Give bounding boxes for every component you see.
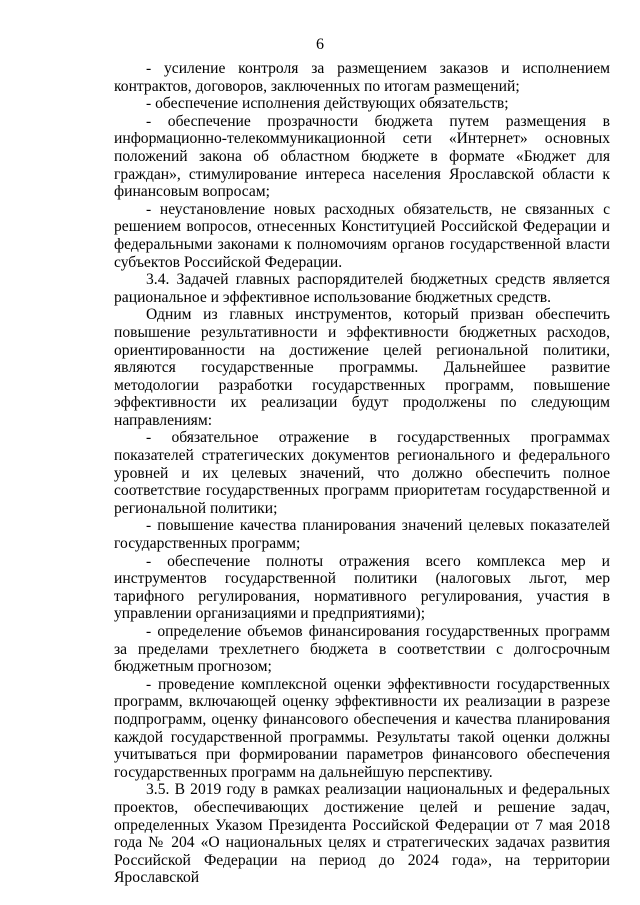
list-item-obligations: - обеспечение исполнения действующих обязательств; [146, 95, 509, 113]
paragraph-section-3-4: 3.4. Задачей главных распорядителей бюджетных средств является рациональное и эффективное использование бюджетных средств. [114, 271, 610, 306]
paragraph-state-programs: Одним из главных инструментов, который призван обеспечить повышение результативности и эффективности бюджетных расходов, ориентированности на достижение целей региональной политики, являются государственные программы. Дальнейшее развитие методологии разработки государственных программ, повышение эффективности их реализации будут продолжены по следующим направлениям: [114, 306, 610, 429]
list-item-financing-volumes: - определение объемов финансирования государственных программ за пределами трехлетнего бюджета в соответствии с долгосрочным бюджетным прогнозом; [114, 623, 610, 676]
list-item-planning-quality: - повышение качества планирования значений целевых показателей государственных программ; [114, 517, 610, 553]
list-item-efficiency-assessment: - проведение комплексной оценки эффективности государственных программ, включающей оценку эффективности их реализации в разрезе подпрограмм, оценку финансового обеспечения и качества планирования каждой государственной программы. Результаты такой оценки должны учитываться при формировании параметров финансового обеспечения государственных программ на дальнейшую перспективу. [114, 675, 610, 781]
list-item-strategic-indicators: - обязательное отражение в государственных программах показателей стратегических документов регионального и федерального уровней и их целевых значений, что должно обеспечить полное соответствие государственных программ приоритетам государственной и региональной политики; [114, 429, 610, 517]
page-number: 6 [316, 36, 324, 53]
document-body [114, 60, 610, 887]
paragraph-section-3-5: 3.5. В 2019 году в рамках реализации национальных и федеральных проектов, обеспечивающих достижение целей и решение задач, определенных Указом Президента Российской Федерации от 7 мая 2018 года № 204 «О национальных целях и стратегических задачах развития Российской Федерации на период до 2024 года», на территории Ярославской [114, 781, 610, 887]
list-item-contract-control: - усиление контроля за размещением заказов и исполнением контрактов, договоров, заключенных по итогам размещений; [114, 60, 610, 95]
list-item-no-new-obligations: - неустановление новых расходных обязательств, не связанных с решением вопросов, отнесенных Конституцией Российской Федерации и федеральными законами к полномочиям органов государственной власти субъектов Российской Федерации. [114, 200, 610, 271]
list-item-completeness: - обеспечение полноты отражения всего комплекса мер и инструментов государственной политики (налоговых льгот, мер тарифного регулирования, нормативного регулирования, участия в управлении организациями и предприятиями); [114, 552, 610, 623]
list-item-budget-transparency: - обеспечение прозрачности бюджета путем размещения в информационно-телекоммуникационной сети «Интернет» основных положений закона об областном бюджете в формате «Бюджет для граждан», стимулирование интереса населения Ярославской области к финансовым вопросам; [114, 112, 610, 201]
